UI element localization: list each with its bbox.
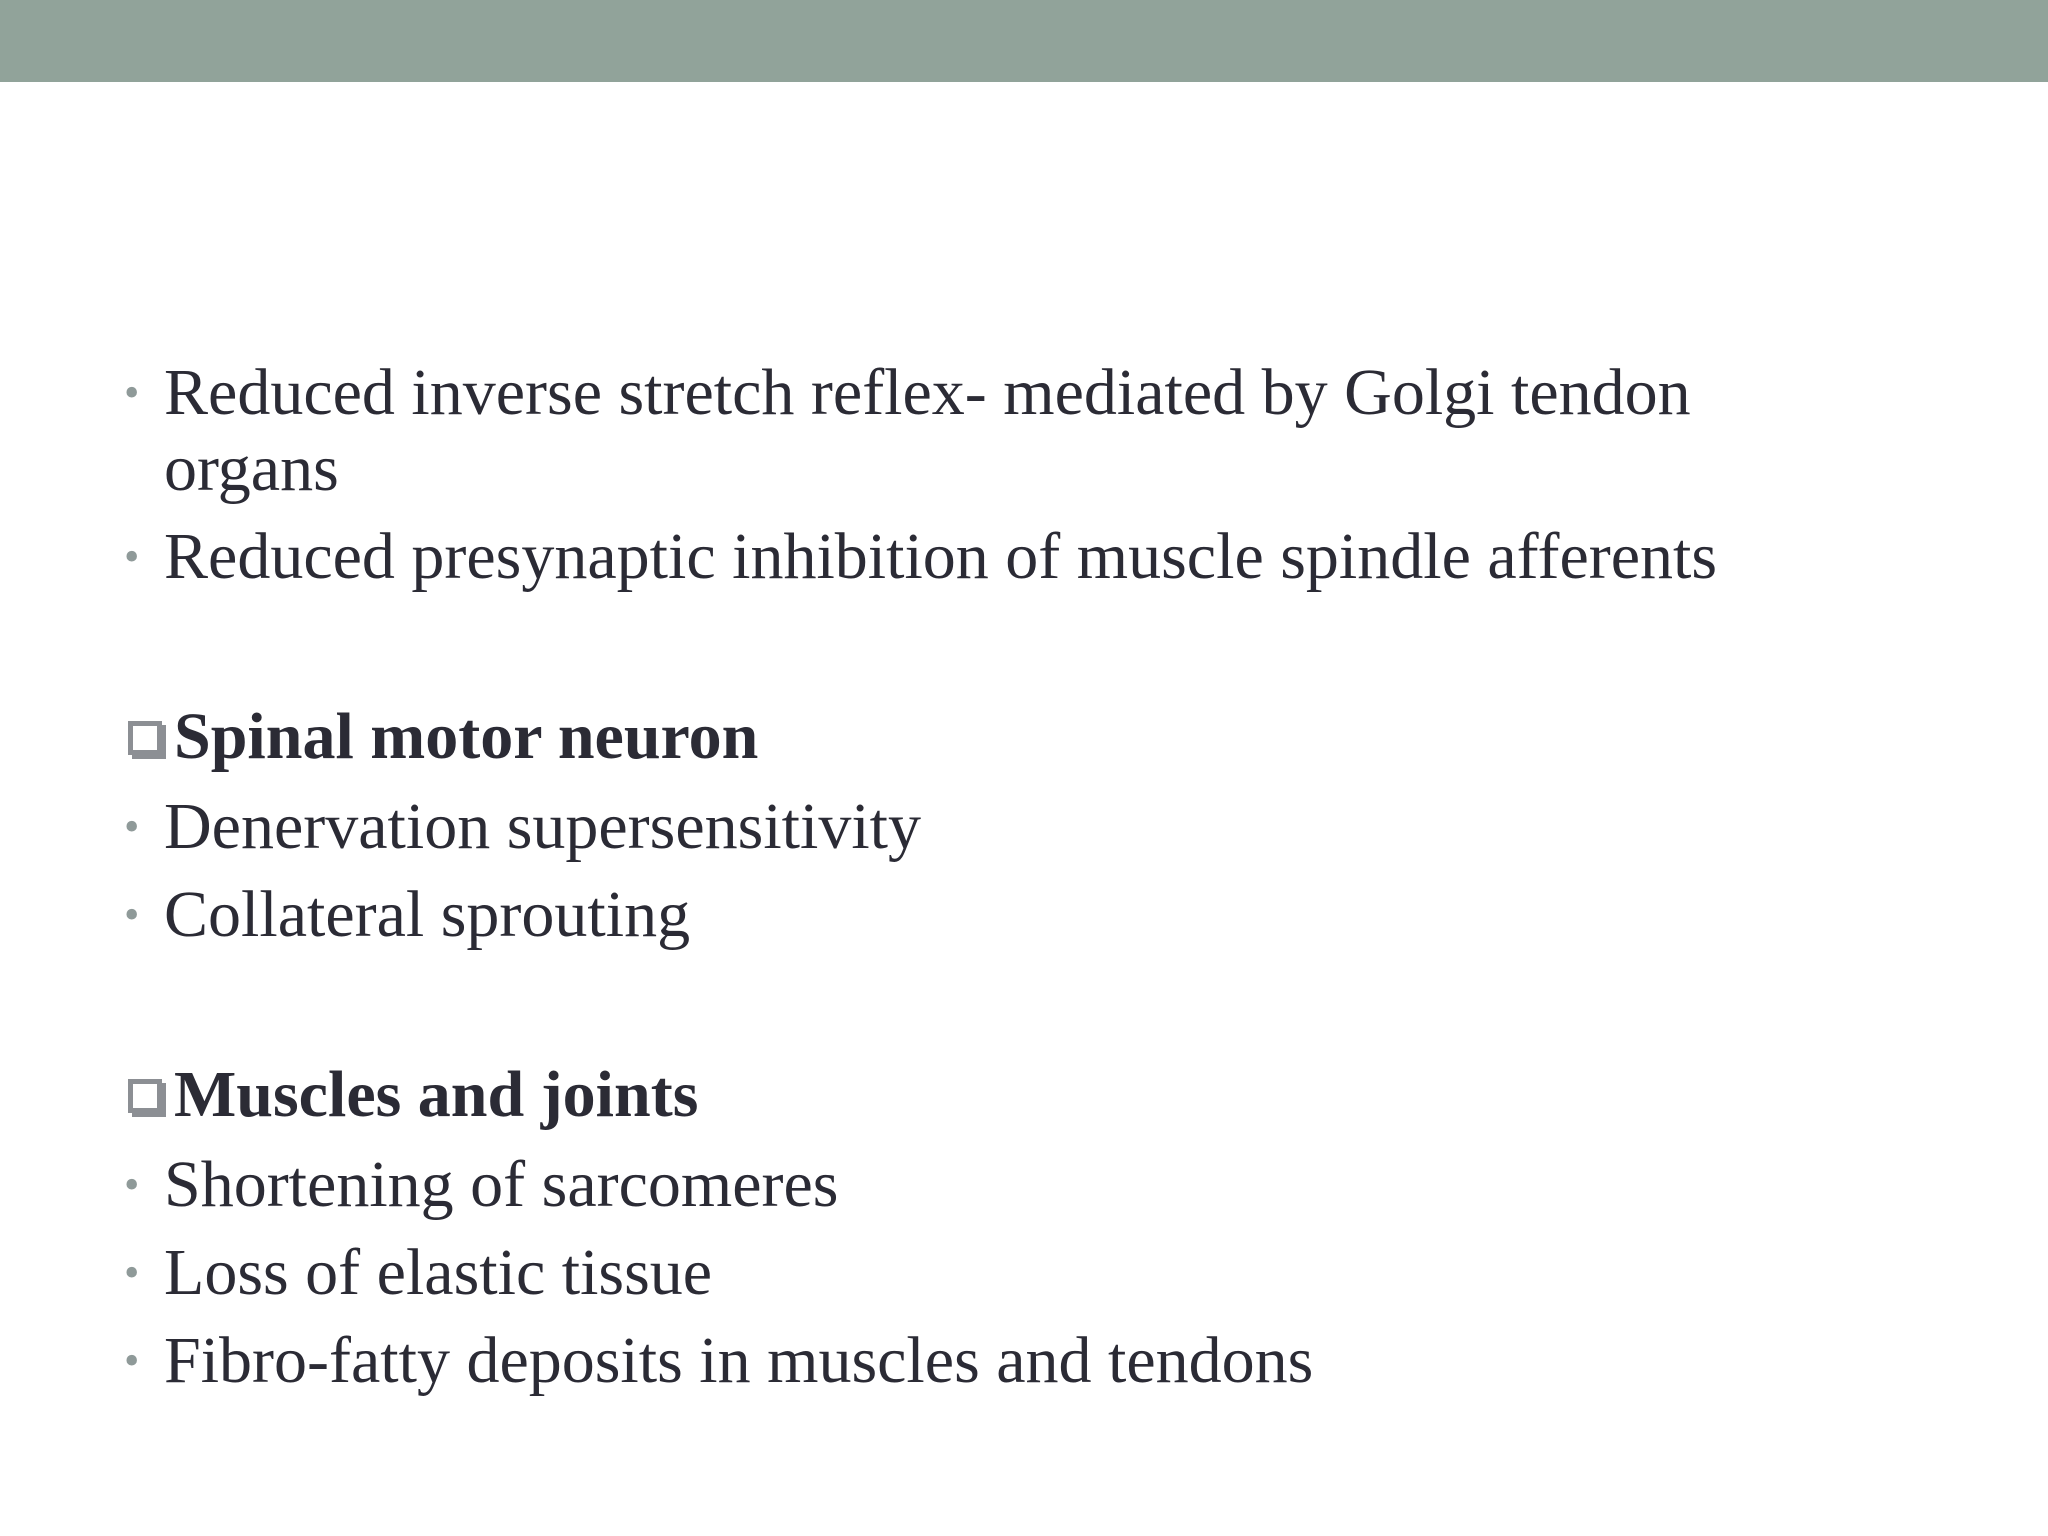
bullet-dot-icon: •	[124, 1160, 140, 1209]
list-item	[0, 1323, 1864, 1399]
section-heading-text: Spinal motor neuron	[174, 700, 759, 773]
checkbox-square-icon	[128, 1079, 162, 1113]
list-item	[0, 877, 1864, 953]
bullet-dot-icon: •	[124, 890, 140, 939]
slide-body	[0, 355, 2048, 1399]
list-item-text: Denervation supersensitivity	[164, 790, 922, 863]
list-item	[0, 1235, 1864, 1311]
list-item-text: Loss of elastic tissue	[164, 1236, 713, 1309]
list-item-text: Collateral sprouting	[164, 878, 691, 951]
section-heading-spinal-motor-neuron	[0, 699, 2048, 775]
bullet-dot-icon: •	[124, 1336, 140, 1385]
list-item	[0, 519, 1864, 595]
list-item-text: Reduced inverse stretch reflex- mediated by Golgi tendon organs	[164, 356, 1691, 505]
list-item-text: Reduced presynaptic inhibition of muscle spindle afferents	[164, 520, 1718, 593]
bullet-dot-icon: •	[124, 1248, 140, 1297]
top-accent-band	[0, 0, 2048, 82]
section-heading-text: Muscles and joints	[174, 1058, 699, 1131]
list-item-text: Fibro-fatty deposits in muscles and tendons	[164, 1324, 1314, 1397]
list-item	[0, 355, 1864, 507]
bullet-dot-icon: •	[124, 532, 140, 581]
checkbox-square-icon	[128, 721, 162, 755]
list-item	[0, 789, 1864, 865]
list-item	[0, 1147, 1864, 1223]
bullet-dot-icon: •	[124, 802, 140, 851]
section-heading-muscles-and-joints	[0, 1057, 2048, 1133]
bullet-dot-icon: •	[124, 368, 140, 417]
list-item-text: Shortening of sarcomeres	[164, 1148, 839, 1221]
